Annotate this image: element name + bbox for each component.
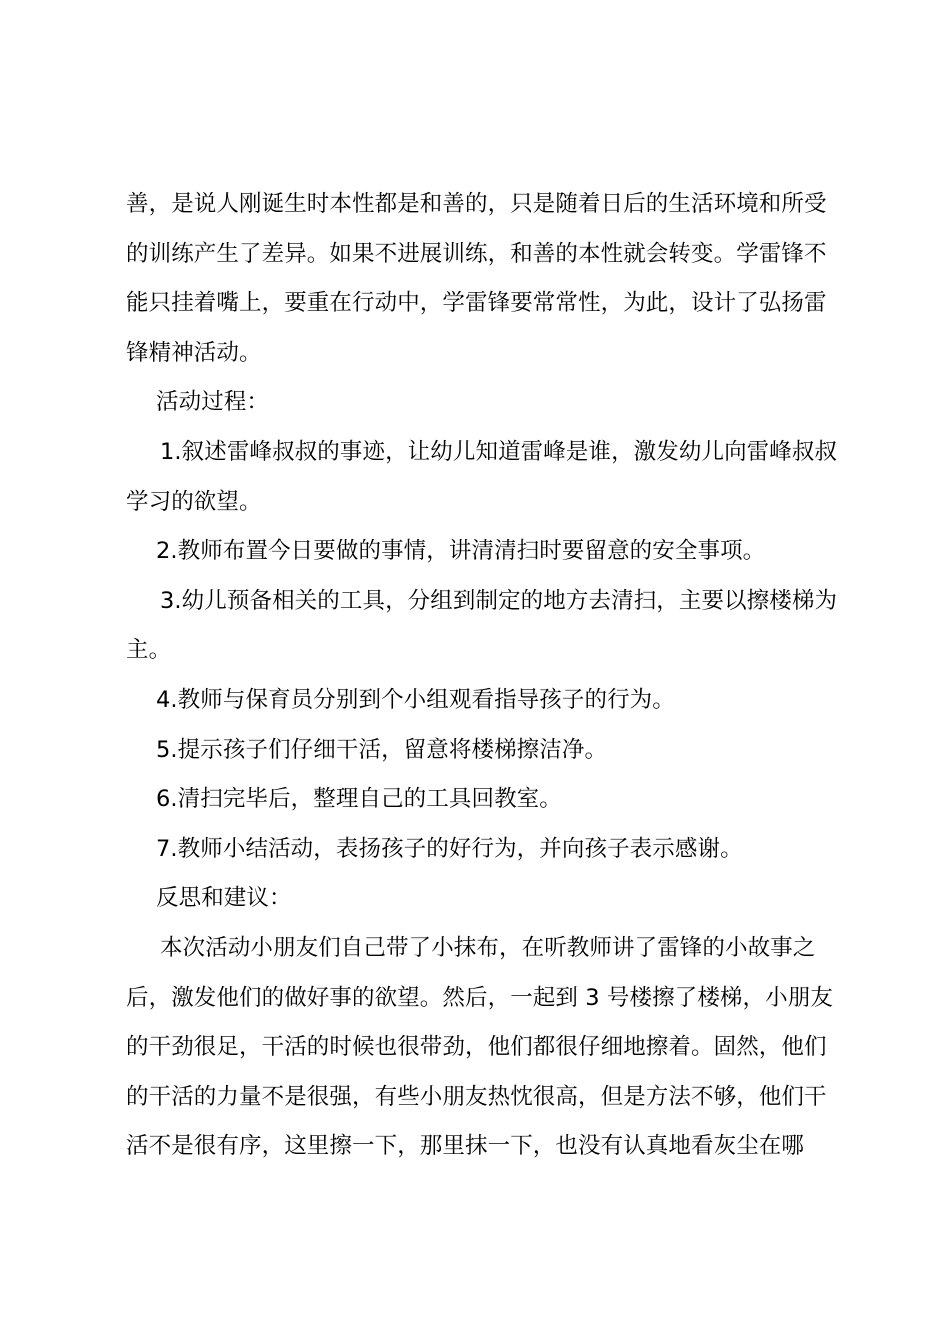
paragraph-line: 的训练产生了差异。如果不进展训练，和善的本性就会转变。学雷锋不 <box>126 240 827 267</box>
section-heading-process: 活动过程： <box>156 389 270 416</box>
step-1-line-2: 学习的欲望。 <box>126 488 262 515</box>
step-7: 7.教师小结活动，表扬孩子的好行为，并向孩子表示感谢。 <box>156 835 743 862</box>
paragraph-line: 的干劲很足，干活的时候也很带劲，他们都很仔细地擦着。固然，他们 <box>126 1034 827 1061</box>
paragraph-line: 的干活的力量不是很强，有些小朋友热忱很高，但是方法不够，他们干 <box>126 1083 827 1110</box>
step-2: 2.教师布置今日要做的事情，讲清清扫时要留意的安全事项。 <box>156 538 766 565</box>
document-body <box>126 180 836 1172</box>
step-3-line-1: 3.幼儿预备相关的工具，分组到制定的地方去清扫，主要以擦楼梯为 <box>160 587 838 614</box>
paragraph-line: 锋精神活动。 <box>126 339 262 366</box>
step-1-line-1: 1.叙述雷峰叔叔的事迹，让幼儿知道雷峰是谁，激发幼儿向雷峰叔叔 <box>160 438 838 465</box>
step-4: 4.教师与保育员分别到个小组观看指导孩子的行为。 <box>156 686 675 713</box>
paragraph-line: 善，是说人刚诞生时本性都是和善的，只是随着日后的生活环境和所受 <box>126 191 827 217</box>
step-3-line-2: 主。 <box>126 637 172 664</box>
step-5: 5.提示孩子们仔细干活，留意将楼梯擦洁净。 <box>156 736 608 763</box>
paragraph-line: 活不是很有序，这里擦一下，那里抹一下，也没有认真地看灰尘在哪 <box>126 1133 805 1160</box>
paragraph-line: 后，激发他们的做好事的欲望。然后，一起到 3 号楼擦了楼梯，小朋友 <box>126 984 833 1011</box>
step-6: 6.清扫完毕后，整理自己的工具回教室。 <box>156 786 562 813</box>
paragraph-line: 能只挂着嘴上，要重在行动中，学雷锋要常常性，为此，设计了弘扬雷 <box>126 290 827 317</box>
paragraph-line: 本次活动小朋友们自己带了小抹布，在听教师讲了雷锋的小故事之 <box>160 934 816 961</box>
section-heading-reflection: 反思和建议： <box>156 885 292 912</box>
